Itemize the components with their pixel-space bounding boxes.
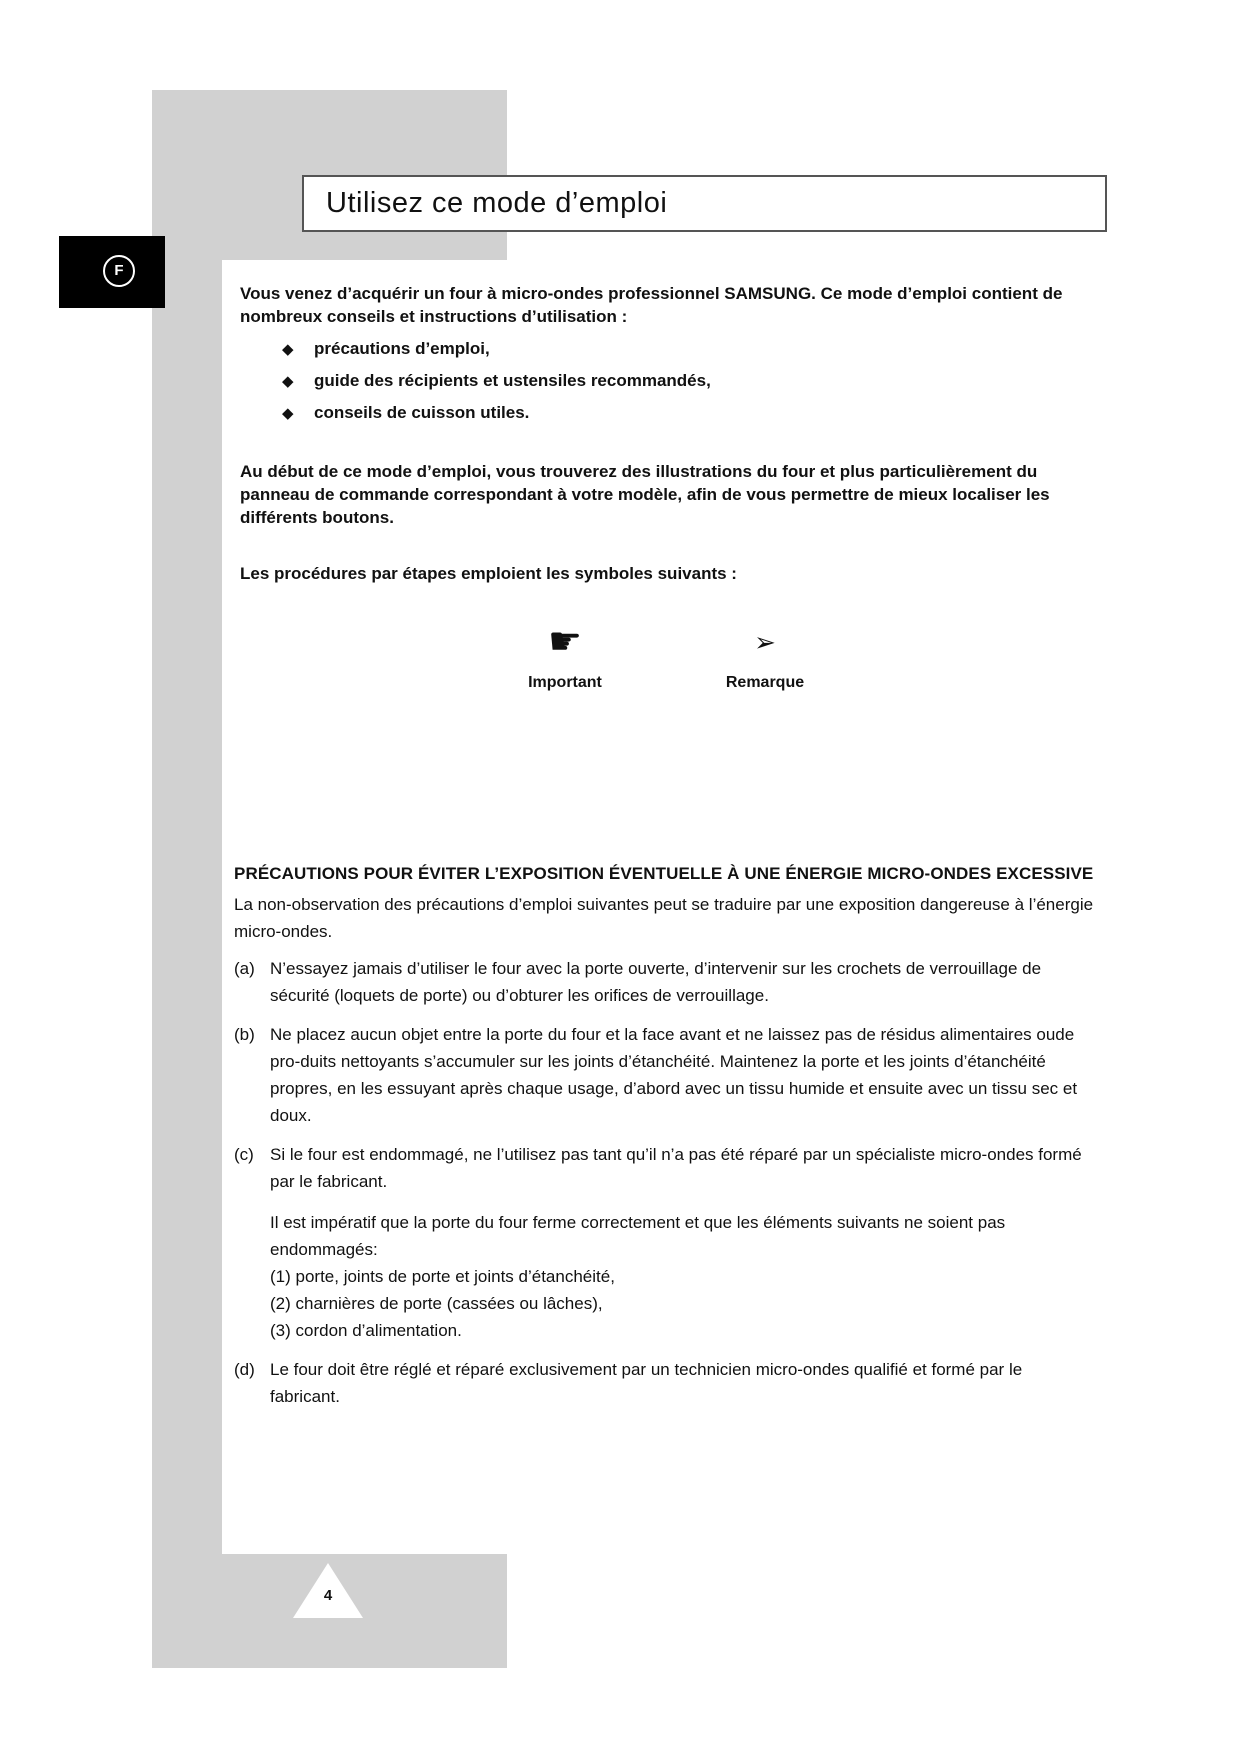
intro-bullet-list	[282, 333, 982, 429]
extra-line: (3) cordon d’alimentation.	[270, 1321, 462, 1340]
section-intro: La non-observation des précautions d’emploi suivantes peut se traduire par une exposition dangereuse à l’énergie micro-ondes.	[234, 895, 1094, 941]
page-title: Utilisez ce mode d’emploi	[326, 187, 668, 219]
item-text: N’essayez jamais d’utiliser le four avec la porte ouverte, d’intervenir sur les crochets de verrouillage de sécurité (loquets de porte) ou d’obturer les orifices de verrouillage.	[270, 959, 1042, 1005]
item-text: Le four doit être réglé et réparé exclusivement par un technicien micro-ondes qualifié et formé par le fabricant.	[270, 1360, 1023, 1406]
diamond-bullet-icon: ◆	[282, 405, 294, 422]
pointing-hand-icon: ☛	[547, 621, 583, 663]
symbol-important	[500, 618, 630, 692]
precautions-section	[234, 860, 1094, 1422]
diamond-bullet-icon: ◆	[282, 373, 294, 390]
list-item	[282, 333, 982, 365]
diamond-bullet-icon: ◆	[282, 341, 294, 358]
item-label: (d)	[234, 1360, 255, 1379]
item-label: (b)	[234, 1025, 255, 1044]
illustrations-paragraph: Au début de ce mode d’emploi, vous trouverez des illustrations du four et plus particulièrement du panneau de commande correspondant à votre modèle, afin de vous permettre de mieux localiser les différents boutons.	[240, 462, 1050, 527]
symbol-label: Remarque	[725, 674, 805, 691]
bullet-text: guide des récipients et ustensiles recommandés,	[314, 371, 711, 390]
item-text: Si le four est endommagé, ne l’utilisez pas tant qu’il n’a pas été réparé par un spécialiste micro-ondes formé par le fabricant.	[270, 1145, 1082, 1191]
extra-line: (2) charnières de porte (cassées ou lâches),	[270, 1294, 603, 1313]
symbols-intro: Les procédures par étapes emploient les symboles suivants :	[240, 564, 737, 583]
page-number: 4	[323, 1587, 333, 1604]
precaution-item	[234, 955, 1094, 1009]
item-text: Ne placez aucun objet entre la porte du four et la face avant et ne laissez pas de résidus alimentaires oude pro-duits nettoyants s’accumuler sur les joints d’étanchéité. Maintenez la porte et les joints d’étanchéité propres, en les essuyant après chaque usage, d’abord avec un tissu humide et ensuite avec un tissu sec et doux.	[270, 1025, 1078, 1125]
language-indicator: F	[103, 255, 135, 287]
extra-line: (1) porte, joints de porte et joints d’étanchéité,	[270, 1267, 615, 1286]
symbol-remarque	[700, 618, 830, 692]
bullet-text: conseils de cuisson utiles.	[314, 403, 530, 422]
extra-intro: Il est impératif que la porte du four ferme correctement et que les éléments suivants ne soient pas endommagés:	[270, 1213, 1006, 1259]
item-label: (a)	[234, 959, 255, 978]
section-heading: PRÉCAUTIONS POUR ÉVITER L’EXPOSITION ÉVENTUELLE À UNE ÉNERGIE MICRO-ONDES EXCESSIVE	[234, 864, 1094, 883]
page-title-box	[302, 175, 1107, 232]
precaution-item	[234, 1021, 1094, 1129]
list-item	[282, 397, 982, 429]
bullet-text: précautions d’emploi,	[314, 339, 490, 358]
list-item	[282, 365, 982, 397]
precaution-item	[234, 1356, 1094, 1410]
symbol-label: Important	[528, 674, 602, 691]
item-label: (c)	[234, 1145, 254, 1164]
item-extra	[270, 1209, 1094, 1344]
precaution-item	[234, 1141, 1094, 1344]
arrowhead-icon: ➢	[754, 627, 776, 657]
intro-paragraph: Vous venez d’acquérir un four à micro-ondes professionnel SAMSUNG. Ce mode d’emploi contient de nombreux conseils et instructions d’utilisation :	[240, 284, 1063, 326]
